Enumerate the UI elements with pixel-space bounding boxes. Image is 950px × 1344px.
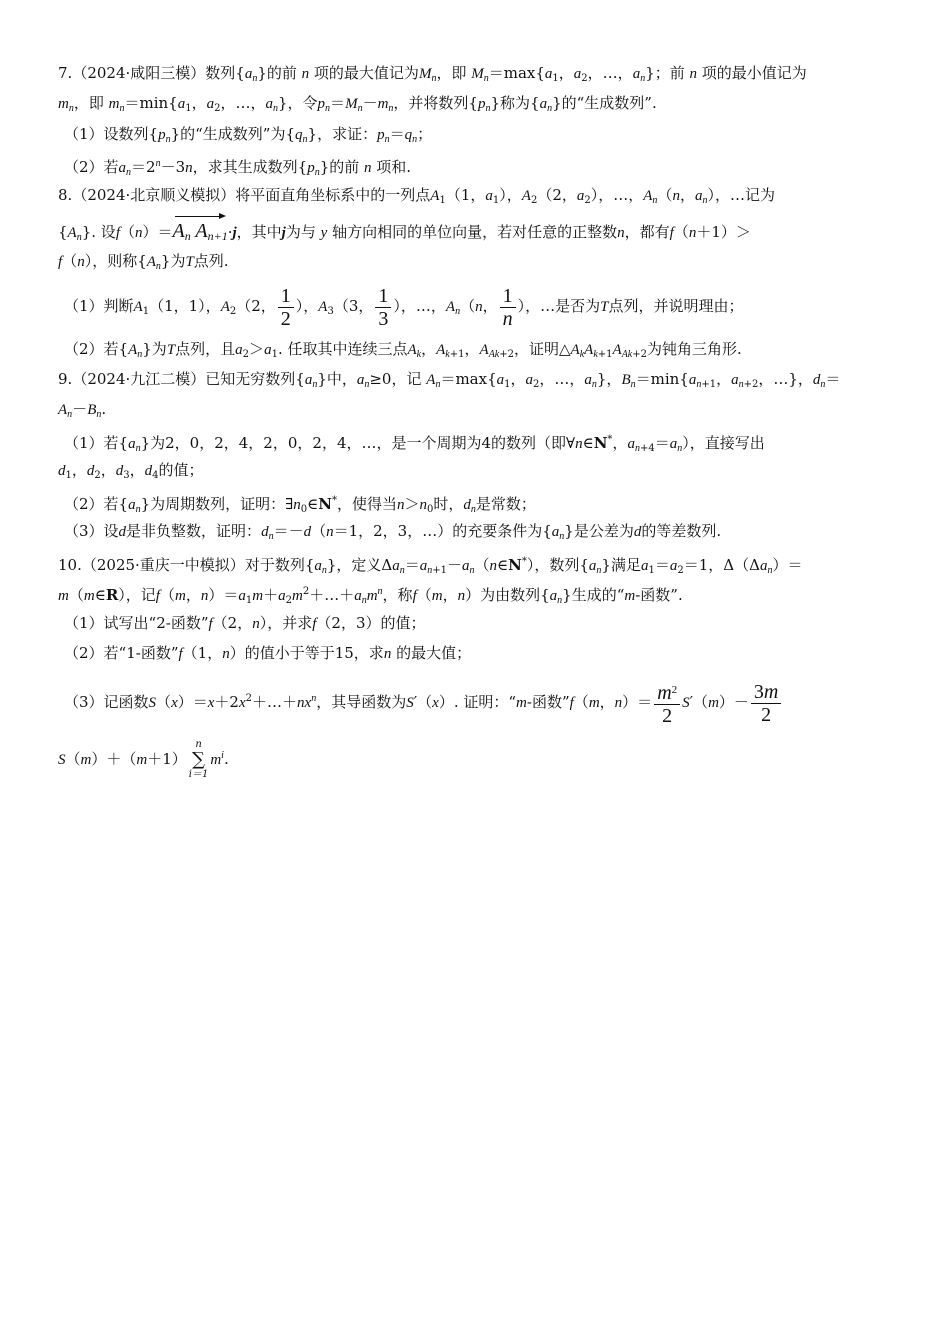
- p9-line2: $A_n-B_n$.: [58, 400, 107, 420]
- p10-part2: （2）若“1-函数”f（1，n）的值小于等于15，求n 的最大值；: [64, 644, 472, 662]
- p9-line1: 9.（2024·九江二模）已知无穷数列$\{a_n\}$中，$a_n\ge 0$，记 $A_n=\max\{a_1$，$a_2$，…，$a_n$}，$B_n=\min\{a_{n+1}$，$a_{n+2}$，…}，$d_n=$: [58, 370, 841, 390]
- vector-AnAn1: $A_n$ $A_{n+1}$: [173, 214, 228, 249]
- summation-symbol: n ∑ i＝1: [188, 739, 209, 780]
- p9-part3: （3）设d是非负整数，证明：$d_n=-d(n=1$，2，3，…）的充要条件为$\{a_n\}$是公差为d的等差数列.: [64, 522, 722, 542]
- p8-line3: f（n），则称$\{A_n\}$为T点列.: [58, 252, 229, 272]
- p9-part1-cont: $d_1$，$d_2$，$d_3$，$d_4$的值；: [58, 461, 204, 481]
- p10-line2: m（m∈R），记f（m，$n)=a_1m+a_2m^2+\dots+a_nm^n$，称f（m，n）为由数列$\{a_n\}$生成的“m-函数”.: [58, 586, 683, 606]
- fraction-1-2: $\frac{1}{2}$: [278, 285, 294, 330]
- p10-part3-cont: S（m）＋（m＋1） n ∑ i＝1 $m^i$.: [58, 739, 229, 780]
- p7-part2: （2）若$a_n=2^n-3n$，求其生成数列$\{p_n\}$的前 n 项和.: [64, 158, 412, 178]
- fraction-3m-2: $\frac{3m}{2}$: [751, 681, 781, 726]
- p10-part1: （1）试写出“2-函数”f（2，n），并求f（2，3）的值；: [64, 614, 426, 632]
- p7-line1: 7.（2024·咸阳三模）数列$\{a_n\}$的前 n 项的最大值记为$M_n$，即 $M_n=\max\{a_1$，$a_2$，…，$a_n$}；前 n 项的最小值记为: [58, 64, 807, 84]
- p7-part1: （1）设数列$\{p_n\}$的“生成数列”为$\{q_n\}$，求证：$p_n=q_n$；: [64, 125, 433, 145]
- p8-line1: 8.（2024·北京顺义模拟）将平面直角坐标系中的一列点$A_1(1$，$a_1$），$A_2(2$，$a_2$），…，$A_n(n$，$a_n$），…记为: [58, 186, 775, 206]
- p9-part2: （2）若$\{a_n\}$为周期数列，证明：$\exists n_0\in N^*$，使得当$n>n_0$时，$d_n$是常数；: [64, 495, 536, 515]
- fraction-1-3: $\frac{1}{3}$: [375, 285, 391, 330]
- p7-line2: $m_n$，即 $m_n=\min\{a_1$，$a_2$，…，$a_n$}，令$p_n=M_n-m_n$，并将数列$\{p_n\}$称为$\{a_n\}$的“生成数列”.: [58, 94, 657, 114]
- p8-part2: （2）若$\{A_n\}$为T点列，且$a_2>a_1$. 任取其中连续三点$A_k$，$A_{k+1}$，$A_{Ak+2}$，证明$\triangle A_kA_{k+1}A_{Ak+2}$为钝角三角形.: [64, 340, 742, 360]
- p10-line1: 10.（2025·重庆一中模拟）对于数列$\{a_n\}$，定义$\Delta a_n=a_{n+1}-a_n(n\in N^*)$，数列$\{a_n\}$满足$a_1=a_2=1$，$\Delta(\Delta a_n)=$: [58, 556, 803, 576]
- p9-part1: （1）若$\{a_n\}$为2，0，2，4，2，0，2，4，…，是一个周期为4的数列（即∀n∈N*，$a_{n+4}=a_n$），直接写出: [64, 434, 765, 454]
- p10-part3: （3）记函数$S(x)=x+2x^2+\dots+nx^n$，其导函数为S′（x）. 证明：“m-函数”f（m，n）＝ $\frac{m^2}{2}$ S′（m）－ $\frac{3m}{2}$: [64, 672, 783, 730]
- p8-line2: $\{A_n\}$. 设$f(n)=A_n$ $A_{n+1}\cdot j$，其中j为与 y 轴方向相同的单位向量，若对任意的正整数n，都有f（n＋1）＞: [58, 214, 751, 251]
- fraction-1-n: $\frac{1}{n}$: [500, 285, 516, 330]
- fraction-m2-2: $\frac{m^2}{2}$: [654, 679, 680, 727]
- p8-part1: （1）判断$A_1(1$，1），$A_2(2$， $\frac{1}{2}$ ），$A_3(3$， $\frac{1}{3}$ ），…，$A_n(n$， $\frac{1}{n}$ ），…是否为T点列，并说明理由；: [64, 284, 744, 330]
